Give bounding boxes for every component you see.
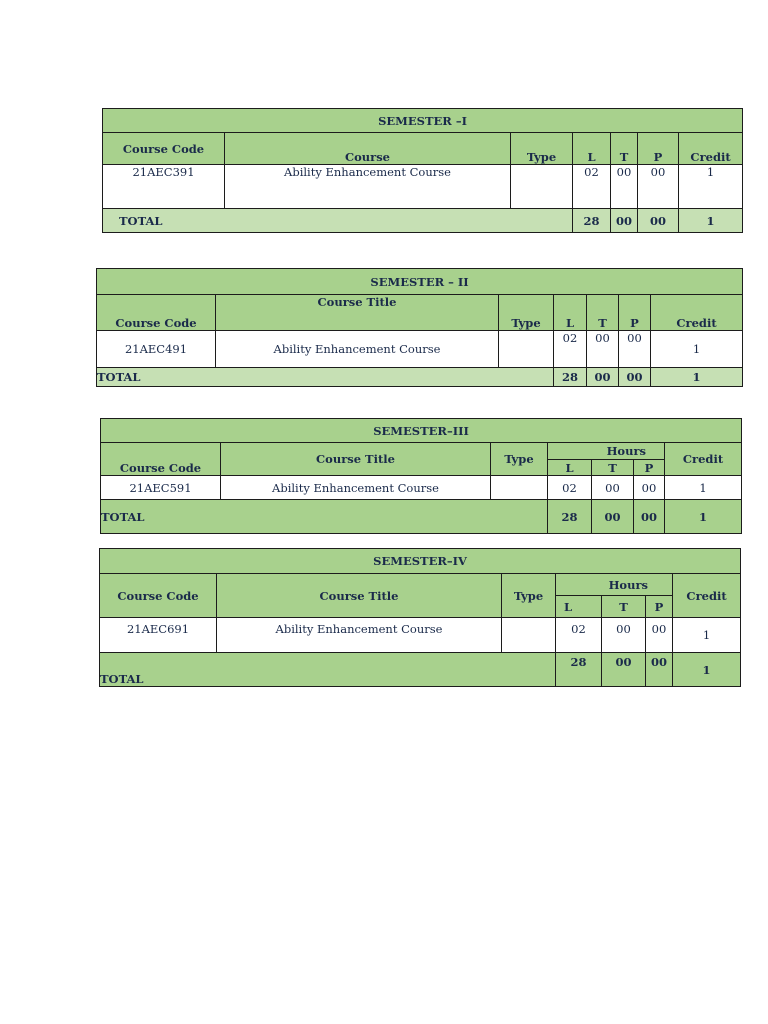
course-type-cell [499, 331, 554, 368]
header-credit: Credit [665, 443, 742, 476]
header-course-code: Course Code [103, 133, 225, 165]
course-code-cell: 21AEC691 [100, 618, 217, 653]
course-credit-cell: 1 [651, 331, 743, 368]
header-course-title: Course Title [216, 295, 499, 331]
total-p: 00 [646, 653, 673, 687]
header-type: Type [491, 443, 548, 476]
header-p: P [619, 295, 651, 331]
semester-title: SEMESTER – II [97, 269, 743, 295]
total-credit: 1 [665, 500, 742, 534]
course-t-cell: 00 [611, 165, 638, 209]
header-credit: Credit [651, 295, 743, 331]
total-t: 00 [611, 209, 638, 233]
total-t: 00 [592, 500, 634, 534]
total-p: 00 [638, 209, 679, 233]
header-hours: Hours [556, 574, 673, 596]
total-l: 28 [556, 653, 602, 687]
total-l: 28 [548, 500, 592, 534]
course-credit-cell: 1 [679, 165, 743, 209]
course-title-cell: Ability Enhancement Course [225, 165, 511, 209]
course-t-cell: 00 [587, 331, 619, 368]
course-p-cell: 00 [638, 165, 679, 209]
total-p: 00 [619, 368, 651, 387]
header-l: L [556, 596, 602, 618]
course-p-cell: 00 [646, 618, 673, 653]
course-type-cell [511, 165, 573, 209]
header-t: T [611, 133, 638, 165]
header-course-title: Course Title [221, 443, 491, 476]
semester-4-table [99, 548, 740, 686]
header-type: Type [499, 295, 554, 331]
header-type: Type [502, 574, 556, 618]
header-credit: Credit [679, 133, 743, 165]
total-p: 00 [634, 500, 665, 534]
header-p: P [634, 460, 665, 476]
course-p-cell: 00 [634, 476, 665, 500]
course-title-cell: Ability Enhancement Course [216, 331, 499, 368]
header-course: Course [225, 133, 511, 165]
header-l: L [554, 295, 587, 331]
semester-title: SEMESTER–III [101, 419, 742, 443]
total-credit: 1 [651, 368, 743, 387]
header-t: T [592, 460, 634, 476]
total-t: 00 [602, 653, 646, 687]
course-credit-cell: 1 [665, 476, 742, 500]
total-label: TOTAL [103, 209, 573, 233]
header-t: T [587, 295, 619, 331]
header-course-code: Course Code [100, 574, 217, 618]
semester-title: SEMESTER–IV [100, 549, 741, 574]
total-t: 00 [587, 368, 619, 387]
header-hours: Hours [548, 443, 665, 460]
total-l: 28 [573, 209, 611, 233]
header-course-title: Course Title [217, 574, 502, 618]
header-l: L [548, 460, 592, 476]
course-t-cell: 00 [592, 476, 634, 500]
course-l-cell: 02 [548, 476, 592, 500]
course-code-cell: 21AEC391 [103, 165, 225, 209]
semester-2-table [96, 268, 742, 386]
course-p-cell: 00 [619, 331, 651, 368]
total-label: TOTAL [100, 653, 556, 687]
total-credit: 1 [679, 209, 743, 233]
course-code-cell: 21AEC591 [101, 476, 221, 500]
total-l: 28 [554, 368, 587, 387]
total-label: TOTAL [97, 368, 554, 387]
course-l-cell: 02 [556, 618, 602, 653]
header-type: Type [511, 133, 573, 165]
course-title-cell: Ability Enhancement Course [221, 476, 491, 500]
header-p: P [646, 596, 673, 618]
course-type-cell [502, 618, 556, 653]
total-credit: 1 [673, 653, 741, 687]
total-label: TOTAL [101, 500, 548, 534]
header-p: P [638, 133, 679, 165]
header-t: T [602, 596, 646, 618]
header-credit: Credit [673, 574, 741, 618]
course-title-cell: Ability Enhancement Course [217, 618, 502, 653]
semester-1-table [102, 108, 742, 233]
course-type-cell [491, 476, 548, 500]
header-course-code: Course Code [101, 443, 221, 476]
course-t-cell: 00 [602, 618, 646, 653]
semester-3-table [100, 418, 741, 533]
header-course-code: Course Code [97, 295, 216, 331]
course-credit-cell: 1 [673, 618, 741, 653]
course-l-cell: 02 [573, 165, 611, 209]
course-code-cell: 21AEC491 [97, 331, 216, 368]
course-l-cell: 02 [554, 331, 587, 368]
semester-title: SEMESTER –I [103, 109, 743, 133]
header-l: L [573, 133, 611, 165]
